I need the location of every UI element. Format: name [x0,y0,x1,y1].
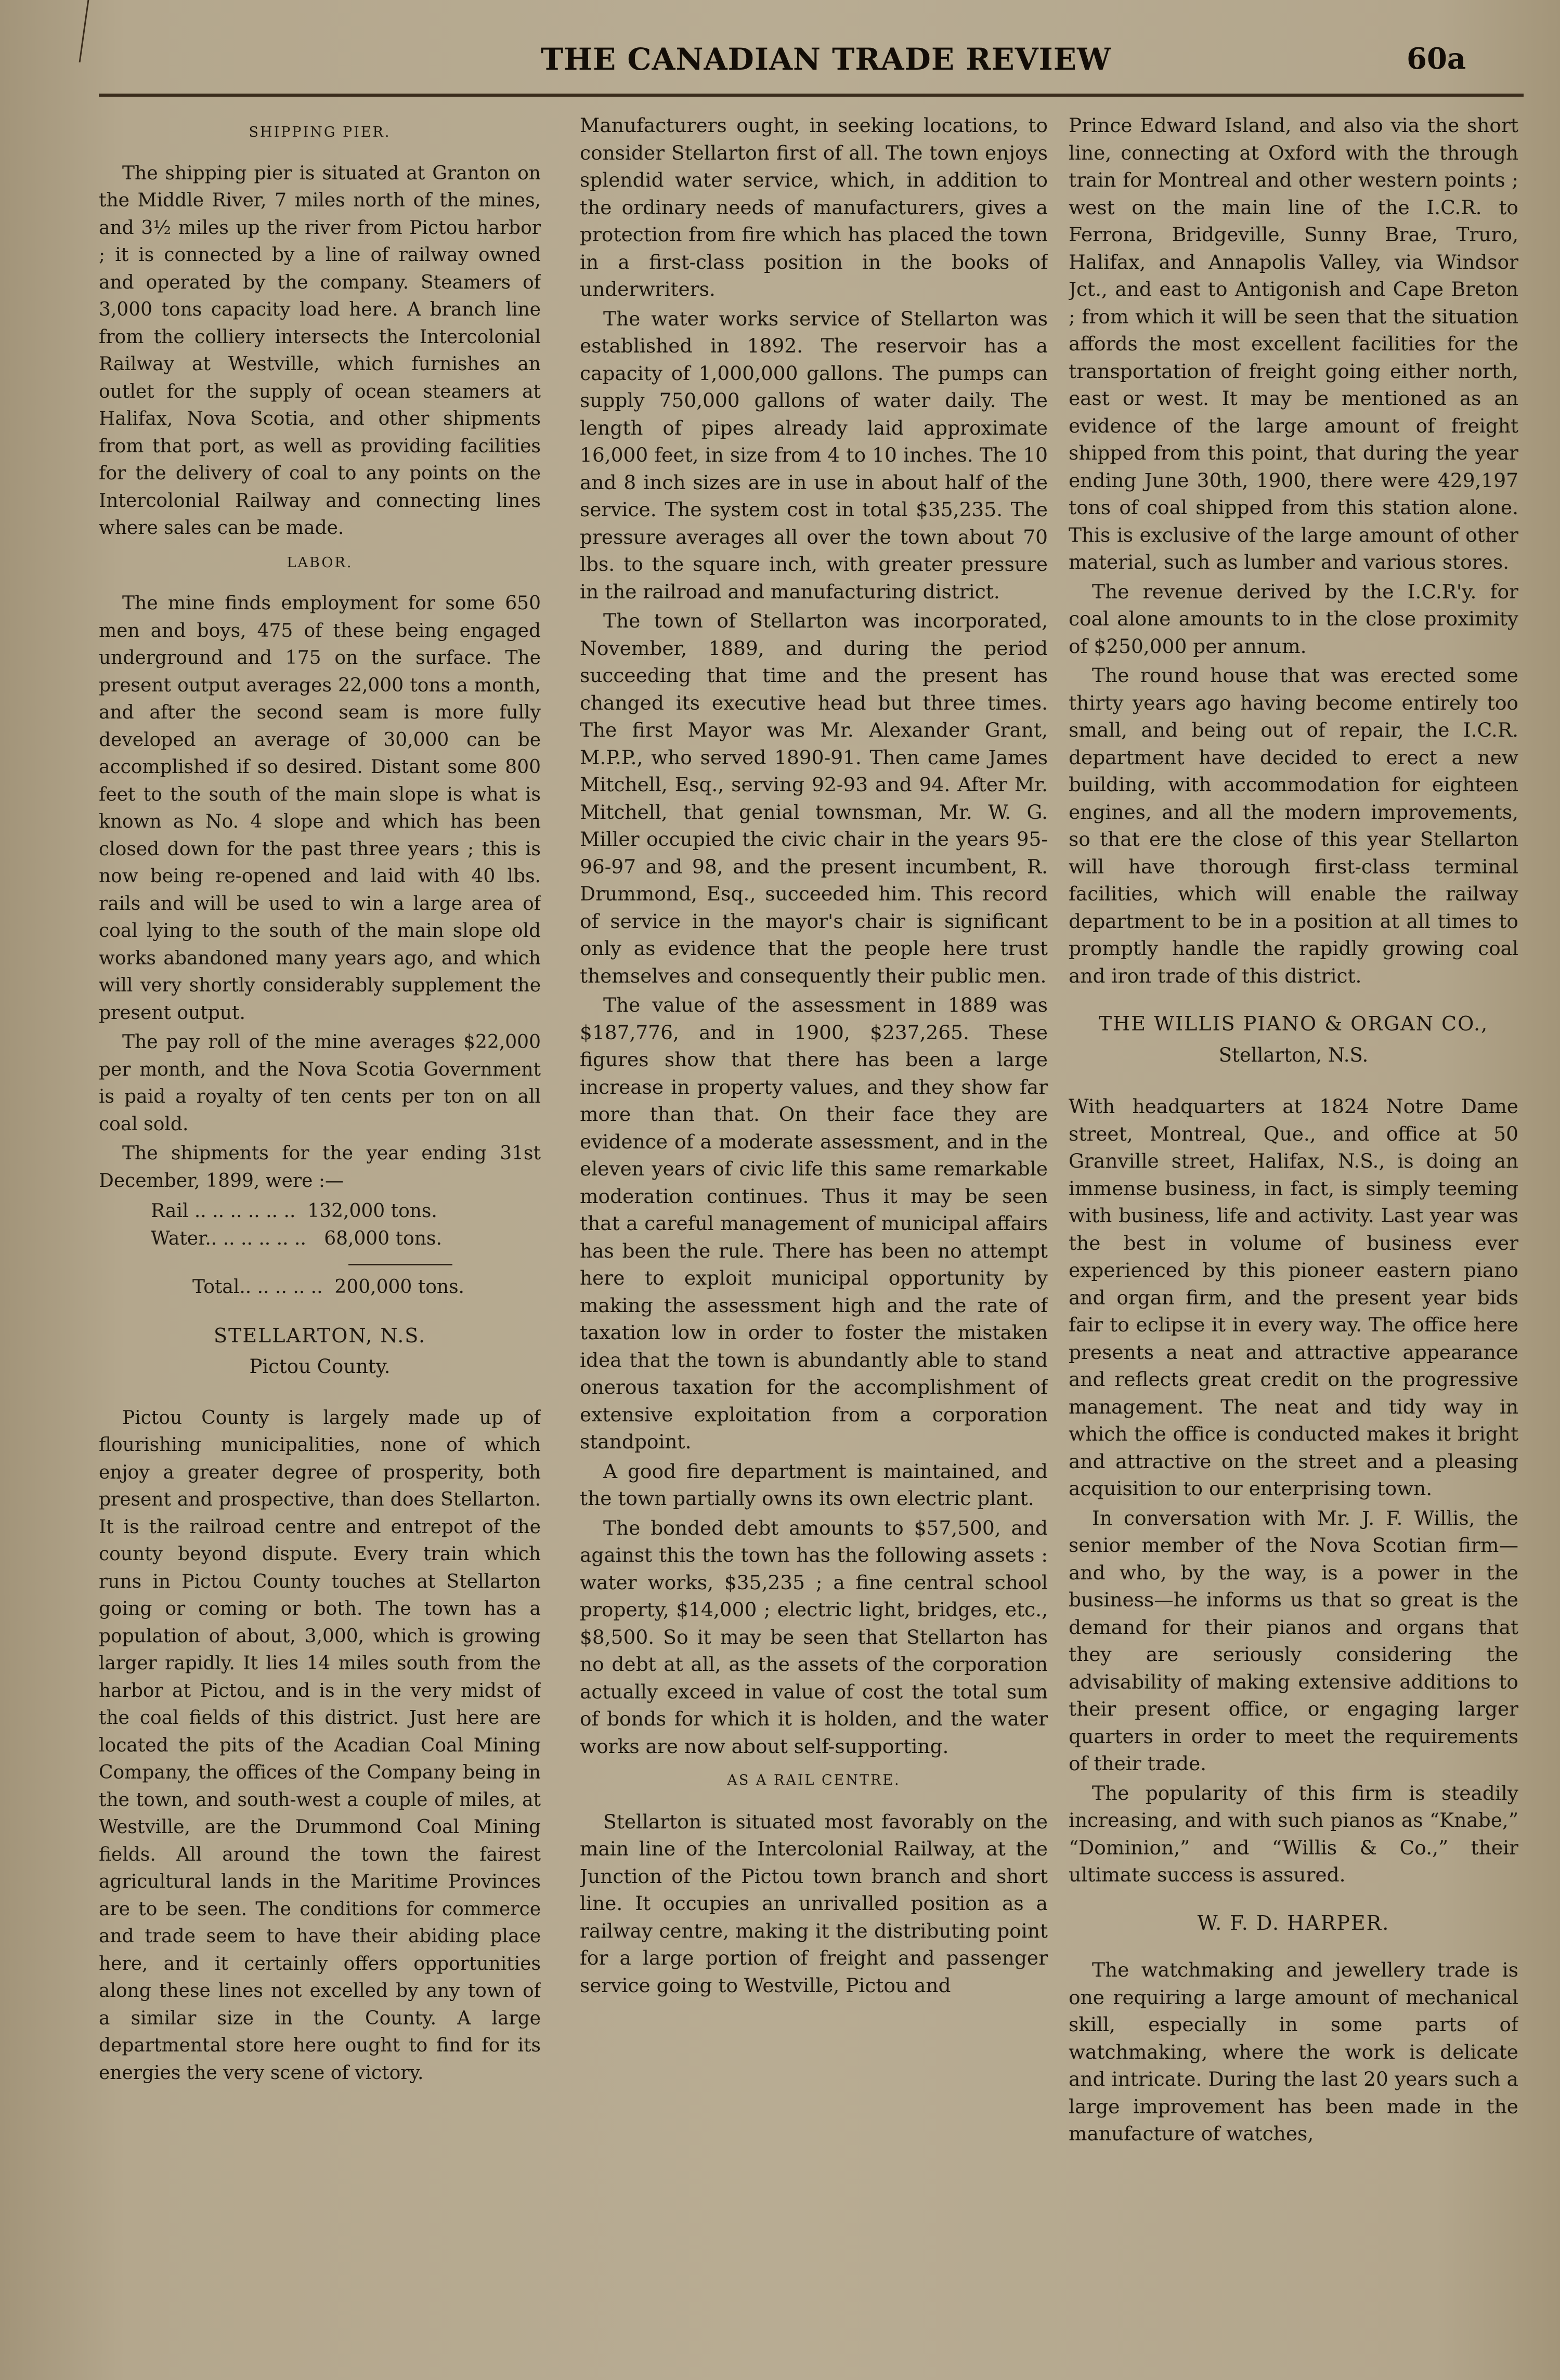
column-2 [580,112,1048,2363]
shipments-table [99,1198,541,1301]
page-number: 60a [1407,42,1466,76]
shipments-rail-row: Rail .. .. .. .. .. .. 132,000 tons. [151,1200,437,1222]
page-header [0,42,1560,94]
paragraph-willis-conversation: In conversation with Mr. J. F. Willis, the senior member of the Nova Scotian firm—and who, by the way, is a power in the business—he informs us that so great is the demand for their pianos and organs that they are seriously considering the advisability of making extensive additions to their present office, or engaging larger quarters in order to meet the requirements of their trade. [1069,1506,1518,1775]
paragraph-willis-popularity: The popularity of this firm is steadily increasing, and with such pianos as “Knabe,” “Dominion,” and “Willis & Co.,” their ultimate success is assured. [1069,1781,1518,1886]
paragraph-stellarton: Pictou County is largely made up of flourishing municipalities, none of which enjoy a greater degree of prosperity, both present and prospective, than does Stellarton. It is the railroad centre and entrepot of the county beyond dispute. Every train which runs in Pictou County touches at Stellarton going or coming or both. The town has a population of about, 3,000, which is growing larger rapidly. It lies 14 miles south from the harbor at Pictou, and is in the very midst of the coal fields of this district. Just here are located the pits of the Acadian Coal Mining Company, the offices of the Company being in the town, and south-west a couple of miles, at Westville, are the Drummond Coal Mining fields. All around the town the fairest agricultural lands in the Maritime Provinces are to be seen. The conditions for commerce and trade seem to have their abiding place here, and it certainly offers opportunities along these lines not excelled by any town of a similar size in the County. A large departmental store here ought to find for its energies the very scene of victory. [99,1407,541,2084]
column-1 [99,112,541,2363]
paragraph-shipping-pier: The shipping pier is situated at Granton on the Middle River, 7 miles north of the mines, and 3½ miles up the river from Pictou harbor ; it is connected by a line of railway owned and operated by the company. Steamers of 3,000 tons capacity load here. A branch line from the colliery intersects the Intercolonial Railway at Westville, which furnishes an outlet for the supply of ocean steamers at Halifax, Nova Scotia, and other shipments from that port, as well as providing facilities for the delivery of coal to any points on the Intercolonial Railway and connecting lines where sales can be made. [99,162,541,539]
paragraph-labor-2: The pay roll of the mine averages $22,000 per month, and the Nova Scotia Government is paid a royalty of ten cents per ton on all coal sold. [99,1031,541,1135]
shipments-total-row: Total.. .. .. .. .. 200,000 tons. [192,1276,464,1298]
paragraph-round-house: The round house that was erected some thirty years ago having become entirely too small, and being out of repair, the I.C.R. department have decided to erect a new building, with accommodation for eighteen engines, and all the modern improvements, so that ere the close of this year Stellarton will have thorough first-class terminal facilities, which will enable the railway department to be in a position at all times to promptly handle the rapidly growing coal and iron trade of this district. [1069,664,1518,987]
heading-labor: LABOR. [287,554,353,571]
subheading-pictou-county: Pictou County. [249,1355,391,1378]
subheading-willis-location: Stellarton, N.S. [1218,1043,1369,1066]
paragraph-fire-department: A good fire department is maintained, and the town partially owns its own electric plant. [580,1459,1048,1510]
paragraph-incorporation: The town of Stellarton was incorporated, November, 1889, and during the period succeeding that time and the present has changed its executive head but three times. The first Mayor was Mr. Alexander Grant, M.P.P., who served 1890-91. Then came James Mitchell, Esq., serving 92-93 and 94. After Mr. Mitchell, that genial townsman, Mr. W. G. Miller occupied the civic chair in the years 95-96-97 and 98, and the present incumbent, R. Drummond, Esq., succeeded him. This record of service in the mayor's chair is significant only as evidence that the people here trust themselves and consequently their public men. [580,609,1048,987]
paragraph-rail-centre: Stellarton is situated most favorably on the main line of the Intercolonial Railway, at the Junction of the Pictou town branch and short line. It occupies an unrivalled position as a railway centre, making it the distributing point for a large portion of freight and passenger service going to Westville, Pictou and [580,1810,1048,1997]
paragraph-labor-3: The shipments for the year ending 31st December, 1899, were :— [99,1143,541,1192]
paragraph-harper: The watchmaking and jewellery trade is one requiring a large amount of mechanical skill, especially in some parts of watchmaking, where the work is delicate and intricate. During the last 20 years such a large improvement has been made in the manufacture of watches, [1069,1958,1518,2145]
paragraph-manufacturers: Manufacturers ought, in seeking locations, to consider Stellarton first of all. The town enjoys splendid water service, which, in addition to the ordinary needs of manufacturers, gives a protection from fire which has placed the town in a first-class position in the books of underwriters. [580,114,1048,300]
header-rule [99,94,1524,97]
paragraph-revenue: The revenue derived by the I.C.R'y. for coal alone amounts to in the close proximity of $250,000 per annum. [1069,580,1518,658]
paragraph-assessment: The value of the assessment in 1889 was $187,776, and in 1900, $237,265. These figures show that there has been a large increase in property values, and they show far more than that. On their face they are evidence of a moderate assessment, and in the eleven years of civic life this same remarkable moderation continues. Thus it may be seen that a careful management of municipal affairs has been the rule. There has been no attempt here to exploit municipal opportunity by making the assessment high and the rate of taxation low in order to foster the mistaken idea that the town is abundantly able to stand onerous taxation for the accomplishment of extensive exploitation from a corporation standpoint. [580,993,1048,1453]
paragraph-bonded-debt: The bonded debt amounts to $57,500, and against this the town has the following assets : water works, $35,235 ; a fine central school property, $14,000 ; electric light, bridges, etc., $8,500. So it may be seen that Stellarton has no debt at all, as the assets of the corporation actually exceed in value of cost the total sum of bonds for which it is holden, and the water works are now about self-supporting. [580,1516,1048,1758]
column-3 [1069,112,1518,2363]
heading-shipping-pier: SHIPPING PIER. [249,124,391,140]
shipments-water-row: Water.. .. .. .. .. .. 68,000 tons. [151,1227,442,1249]
paragraph-willis-headquarters: With headquarters at 1824 Notre Dame street, Montreal, Que., and office at 50 Granville street, Halifax, N.S., is doing an immense business, in fact, is simply teeming with business, life and activity. Last year was the best in volume of business ever experienced by this pioneer eastern piano and organ firm, and the present year bids fair to eclipse it in every way. The office here presents a neat and attractive appearance and reflects great credit on the progressive management. The neat and tidy way in which the office is conducted makes it bright and attractive on the street and a pleasing acquisition to our enterprising town. [1069,1095,1518,1500]
shipments-total-rule [348,1264,452,1265]
heading-stellarton: STELLARTON, N.S. [213,1324,426,1347]
heading-willis-piano: THE WILLIS PIANO & ORGAN CO., [1098,1012,1489,1035]
spacer [1069,1941,1518,1956]
heading-rail-centre: AS A RAIL CENTRE. [727,1772,901,1788]
paragraph-water-works: The water works service of Stellarton was established in 1892. The reservoir has a capacity of 1,000,000 gallons. The pumps can supply 750,000 gallons of water daily. The length of pipes already laid approximate 16,000 feet, in size from 4 to 10 inches. The 10 and 8 inch sizes are in use in about half of the service. The system cost in total $35,235. The pressure averages all over the town about 70 lbs. to the square inch, with greater pressure in the railroad and manufacturing district. [580,307,1048,603]
paragraph-labor-1: The mine finds employment for some 650 men and boys, 475 of these being engaged underground and 175 on the surface. The present output averages 22,000 tons a month, and after the second seam is more fully developed an average of 30,000 can be accomplished if so desired. Distant some 800 feet to the south of the main slope is what is known as No. 4 slope and which has been closed down for the past three years ; this is now being re-opened and laid with 40 lbs. rails and will be used to win a large area of coal lying to the south of the main slope old works abandoned many years ago, and which will very shortly considerably supplement the present output. [99,593,541,1024]
heading-harper: W. F. D. HARPER. [1197,1911,1390,1934]
paragraph-prince-edward-island: Prince Edward Island, and also via the short line, connecting at Oxford with the through train for Montreal and other western points ; west on the main line of the I.C.R. to Ferrona, Bridgeville, Sunny Brae, Truro, Halifax, and Annapolis Valley, via Windsor Jct., and east to Antigonish and Cape Breton ; from which it will be seen that the situation affords the most excellent facilities for the transportation of freight going either north, east or west. It may be mentioned as an evidence of the large amount of freight shipped from this point, that during the year ending June 30th, 1900, there were 429,197 tons of coal shipped from this station alone. This is exclusive of the large amount of other material, such as lumber and various stores. [1069,114,1518,573]
masthead-title: THE CANADIAN TRADE REVIEW [541,42,1112,77]
